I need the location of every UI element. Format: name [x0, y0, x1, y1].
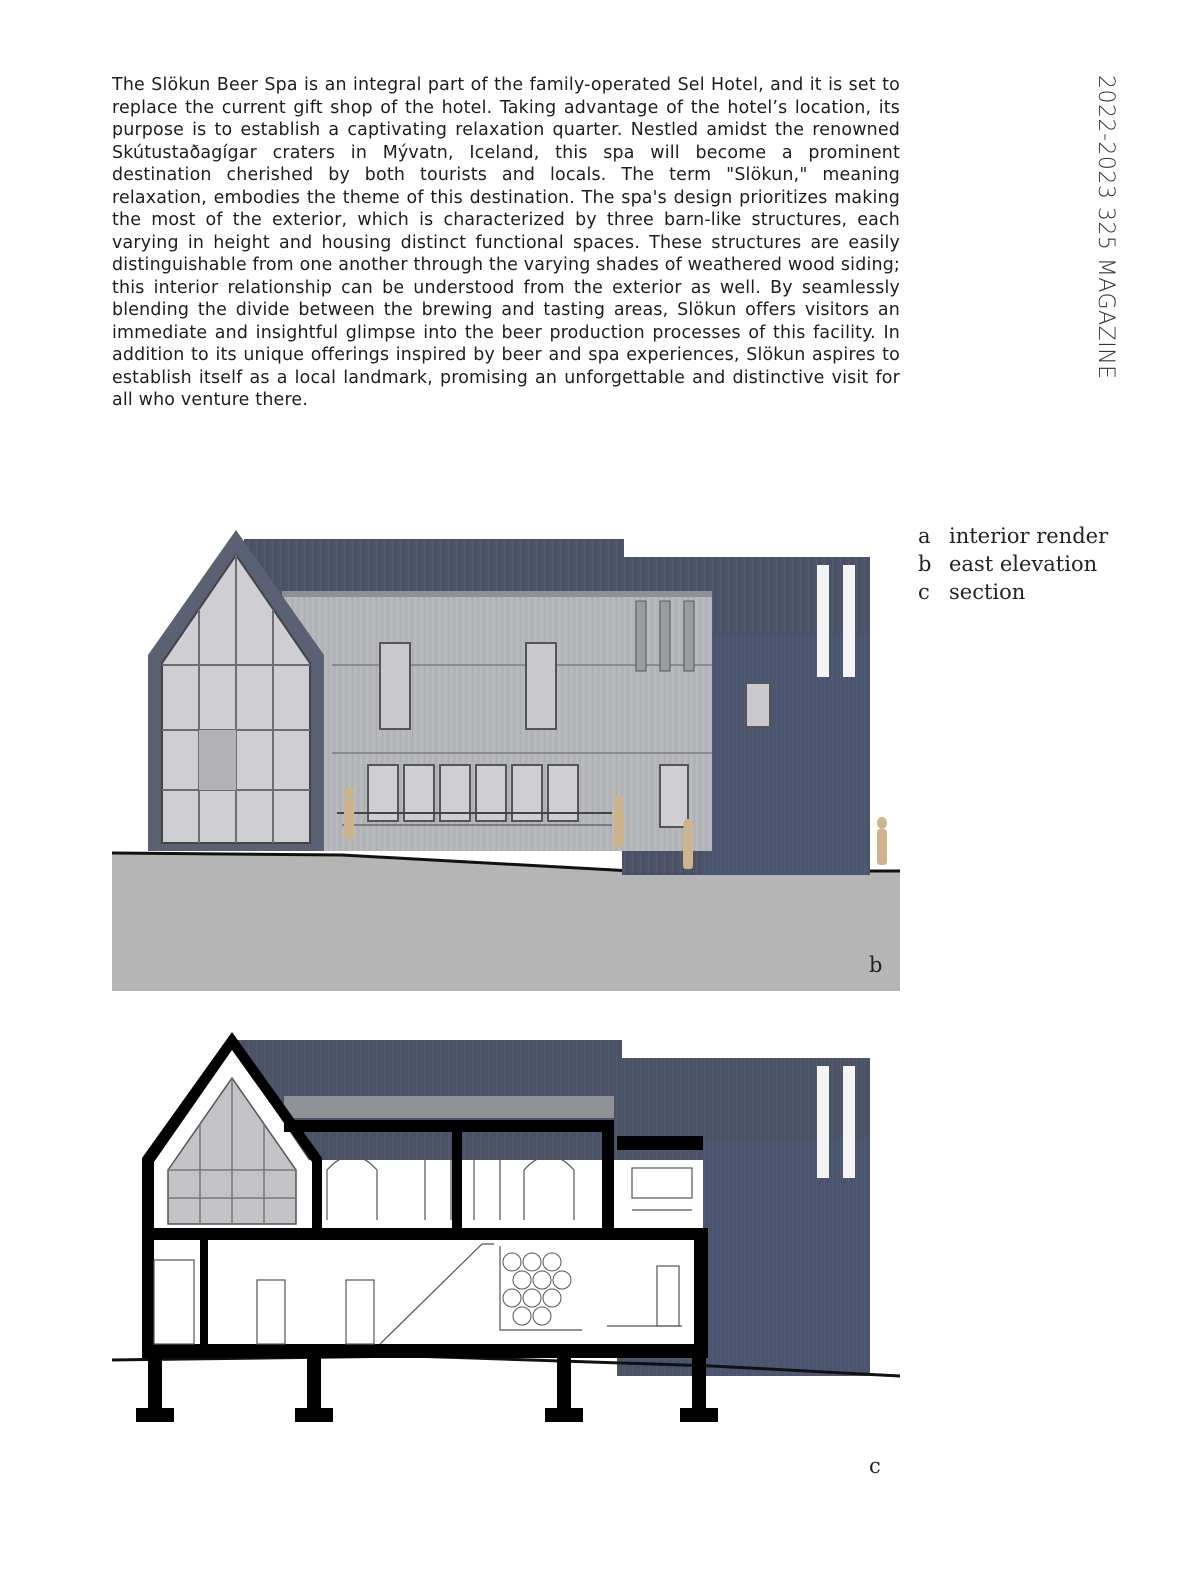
figure-c-label: c [869, 1454, 881, 1478]
right-slot [843, 1066, 855, 1178]
upper-window [526, 643, 556, 729]
east-elevation-drawing [112, 525, 902, 993]
section-figure [112, 1030, 902, 1478]
right-slot [817, 565, 829, 677]
caption-letter: b [918, 552, 932, 576]
caption-text: section [949, 580, 1026, 604]
figure-captions [918, 522, 1108, 606]
section-drawing [112, 1030, 902, 1435]
caption-text: interior render [949, 524, 1109, 548]
caption-a [918, 522, 1108, 550]
magazine-side-title [1088, 75, 1124, 395]
caption-text: east elevation [949, 552, 1098, 576]
upper-window [380, 643, 410, 729]
caption-b [918, 550, 1108, 578]
caption-letter: a [918, 524, 931, 548]
right-slot [817, 1066, 829, 1178]
caption-letter: c [918, 580, 930, 604]
side-title-text: 2022-2023 325 MAGAZINE [1093, 75, 1118, 380]
right-slot [843, 565, 855, 677]
article-body: The Slökun Beer Spa is an integral part of the family-operated Sel Hotel, and it is set to replace the current gift shop of the hotel. Taking advantage of the hotel’s location, its purpose is to establish a captivating relaxation quarter. Nestled amidst the renowned Skútustaðagígar craters in Mývatn, Iceland, this spa will become a prominent destination cherished by both tourists and locals. The term "Slökun," meaning relaxation, embodies the theme of this destination. The spa's design prioritizes making the most of the exterior, which is characterized by three barn-like structures, each varying in height and housing distinct functional spaces. These structures are easily distinguishable from one another through the varying shades of weathered wood siding; this interior relationship can be understood from the exterior as well. By seamlessly blending the divide between the brewing and tasting areas, Slökun offers visitors an immediate and insightful glimpse into the beer production processes of this facility. In addition to its unique offerings inspired by beer and spa experiences, Slökun aspires to establish itself as a local landmark, promising an unforgettable and distinctive visit for all who venture there. [112, 75, 900, 410]
caption-c [918, 578, 1108, 606]
east-elevation-figure [112, 525, 902, 993]
figure-b-label: b [869, 953, 883, 977]
